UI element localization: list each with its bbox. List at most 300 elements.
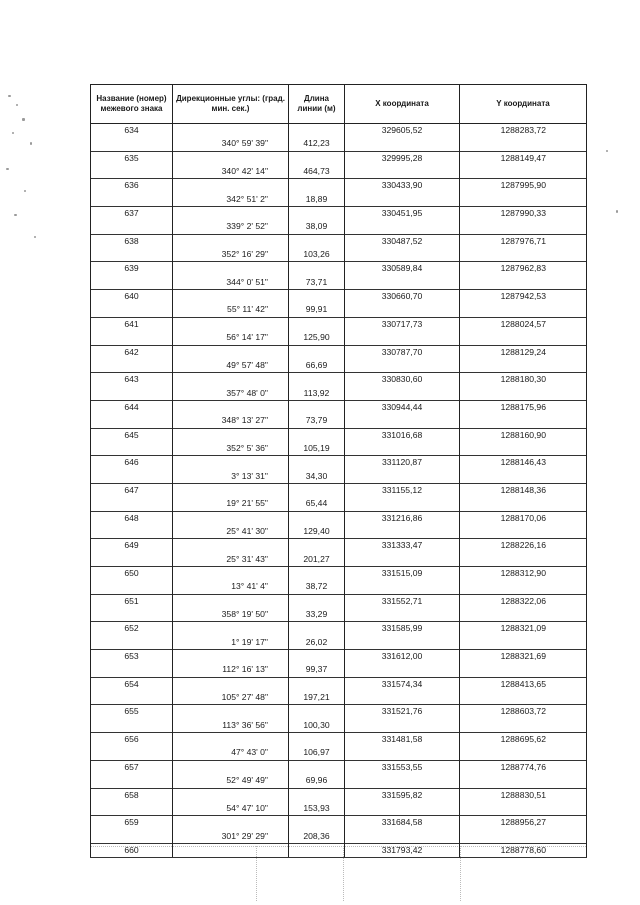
empty-cell xyxy=(289,317,345,331)
empty-cell xyxy=(345,553,460,567)
empty-cell xyxy=(91,691,173,705)
scan-speck xyxy=(14,214,17,216)
table-row xyxy=(91,303,587,317)
line-length: 197,21 xyxy=(289,691,345,705)
x-coordinate: 330944,44 xyxy=(345,400,460,414)
direction-angle: 47° 43' 0" xyxy=(173,746,289,760)
empty-cell xyxy=(460,608,587,622)
empty-cell xyxy=(289,345,345,359)
x-coordinate: 330717,73 xyxy=(345,317,460,331)
empty-cell xyxy=(173,373,289,387)
table-row xyxy=(91,248,587,262)
table-row xyxy=(91,262,587,276)
empty-cell xyxy=(460,497,587,511)
table-row xyxy=(91,539,587,553)
empty-cell xyxy=(289,539,345,553)
line-length: 26,02 xyxy=(289,636,345,650)
empty-cell xyxy=(173,483,289,497)
x-coordinate: 331521,76 xyxy=(345,705,460,719)
empty-cell xyxy=(173,400,289,414)
table-row xyxy=(91,802,587,816)
table-row xyxy=(91,843,587,857)
empty-cell xyxy=(345,497,460,511)
empty-cell xyxy=(289,594,345,608)
point-name: 656 xyxy=(91,733,173,747)
direction-angle: 340° 59' 39" xyxy=(173,137,289,151)
empty-cell xyxy=(289,816,345,830)
y-coordinate: 1288321,09 xyxy=(460,622,587,636)
empty-cell xyxy=(345,663,460,677)
table-row xyxy=(91,456,587,470)
empty-cell xyxy=(460,553,587,567)
direction-angle: 342° 51' 2" xyxy=(173,193,289,207)
empty-cell xyxy=(345,193,460,207)
line-length: 65,44 xyxy=(289,497,345,511)
point-name: 640 xyxy=(91,290,173,304)
empty-cell xyxy=(173,207,289,221)
empty-cell xyxy=(173,788,289,802)
x-coordinate: 331120,87 xyxy=(345,456,460,470)
x-coordinate: 330660,70 xyxy=(345,290,460,304)
empty-cell xyxy=(460,691,587,705)
line-length: 38,09 xyxy=(289,220,345,234)
point-name: 634 xyxy=(91,124,173,138)
y-coordinate: 1288160,90 xyxy=(460,428,587,442)
empty-cell xyxy=(91,220,173,234)
scan-speck xyxy=(606,150,608,152)
empty-cell xyxy=(91,193,173,207)
empty-cell xyxy=(460,802,587,816)
y-coordinate: 1287976,71 xyxy=(460,234,587,248)
point-name: 643 xyxy=(91,373,173,387)
table-row xyxy=(91,636,587,650)
point-name: 635 xyxy=(91,151,173,165)
scan-speck xyxy=(24,190,26,192)
table-header-row xyxy=(91,85,587,124)
line-length: 103,26 xyxy=(289,248,345,262)
empty-cell xyxy=(173,622,289,636)
scan-speck xyxy=(22,118,25,121)
empty-cell xyxy=(173,816,289,830)
line-length: 33,29 xyxy=(289,608,345,622)
direction-angle: 25° 31' 43" xyxy=(173,553,289,567)
y-coordinate: 1288322,06 xyxy=(460,594,587,608)
empty-cell xyxy=(173,317,289,331)
point-name: 651 xyxy=(91,594,173,608)
point-name: 639 xyxy=(91,262,173,276)
empty-cell xyxy=(173,179,289,193)
y-coordinate: 1288956,27 xyxy=(460,816,587,830)
table-row xyxy=(91,124,587,138)
empty-cell xyxy=(173,511,289,525)
line-length: 153,93 xyxy=(289,802,345,816)
empty-cell xyxy=(91,663,173,677)
empty-cell xyxy=(460,276,587,290)
empty-cell xyxy=(289,400,345,414)
empty-cell xyxy=(173,345,289,359)
y-coordinate: 1288321,69 xyxy=(460,650,587,664)
line-length: 464,73 xyxy=(289,165,345,179)
empty-cell xyxy=(460,165,587,179)
empty-cell xyxy=(173,539,289,553)
header-direction-angle: Дирекционные углы: (град. мин. сек.) xyxy=(173,85,289,124)
empty-cell xyxy=(91,303,173,317)
empty-cell xyxy=(91,276,173,290)
empty-cell xyxy=(345,636,460,650)
empty-cell xyxy=(173,594,289,608)
y-coordinate: 1288778,60 xyxy=(460,843,587,857)
direction-angle: 49° 57' 48" xyxy=(173,359,289,373)
table-row xyxy=(91,317,587,331)
line-length: 201,27 xyxy=(289,553,345,567)
scan-speck xyxy=(30,142,32,145)
table-row xyxy=(91,276,587,290)
empty-cell xyxy=(345,525,460,539)
point-name: 650 xyxy=(91,567,173,581)
header-x-coordinate: X координата xyxy=(345,85,460,124)
line-length: 66,69 xyxy=(289,359,345,373)
table-row xyxy=(91,594,587,608)
empty-cell xyxy=(173,705,289,719)
empty-cell xyxy=(345,414,460,428)
point-name: 658 xyxy=(91,788,173,802)
empty-cell xyxy=(345,719,460,733)
empty-cell xyxy=(91,525,173,539)
y-coordinate: 1288149,47 xyxy=(460,151,587,165)
empty-cell xyxy=(345,580,460,594)
direction-angle: 52° 49' 49" xyxy=(173,774,289,788)
table-row xyxy=(91,387,587,401)
empty-cell xyxy=(289,760,345,774)
table-row xyxy=(91,691,587,705)
empty-cell xyxy=(345,470,460,484)
table-row xyxy=(91,470,587,484)
table-row xyxy=(91,207,587,221)
y-coordinate: 1288146,43 xyxy=(460,456,587,470)
empty-cell xyxy=(289,650,345,664)
coordinates-table xyxy=(90,84,587,858)
empty-cell xyxy=(460,719,587,733)
y-coordinate: 1287990,33 xyxy=(460,207,587,221)
y-coordinate: 1288695,62 xyxy=(460,733,587,747)
x-coordinate: 331684,58 xyxy=(345,816,460,830)
empty-cell xyxy=(91,359,173,373)
line-length: 208,36 xyxy=(289,830,345,844)
scan-speck xyxy=(16,104,18,106)
point-name: 642 xyxy=(91,345,173,359)
direction-angle: 112° 16' 13" xyxy=(173,663,289,677)
table-row xyxy=(91,677,587,691)
direction-angle: 54° 47' 10" xyxy=(173,802,289,816)
x-coordinate: 330787,70 xyxy=(345,345,460,359)
empty-cell xyxy=(173,151,289,165)
line-length: 99,37 xyxy=(289,663,345,677)
point-name: 654 xyxy=(91,677,173,691)
y-coordinate: 1288170,06 xyxy=(460,511,587,525)
scan-speck xyxy=(8,95,11,97)
coordinates-sheet xyxy=(90,84,586,858)
empty-cell xyxy=(289,677,345,691)
empty-cell xyxy=(91,497,173,511)
y-coordinate: 1288312,90 xyxy=(460,567,587,581)
table-row xyxy=(91,746,587,760)
empty-cell xyxy=(289,428,345,442)
direction-angle: 19° 21' 55" xyxy=(173,497,289,511)
x-coordinate: 331155,12 xyxy=(345,483,460,497)
line-length: 38,72 xyxy=(289,580,345,594)
empty-cell xyxy=(460,636,587,650)
scan-speck xyxy=(12,132,14,134)
empty-cell xyxy=(173,843,289,857)
empty-cell xyxy=(289,483,345,497)
empty-cell xyxy=(289,373,345,387)
direction-angle: 25° 41' 30" xyxy=(173,525,289,539)
empty-cell xyxy=(289,179,345,193)
direction-angle: 358° 19' 50" xyxy=(173,608,289,622)
y-coordinate: 1288180,30 xyxy=(460,373,587,387)
line-length: 412,23 xyxy=(289,137,345,151)
empty-cell xyxy=(91,774,173,788)
table-row xyxy=(91,830,587,844)
direction-angle: 301° 29' 29" xyxy=(173,830,289,844)
y-coordinate: 1288413,65 xyxy=(460,677,587,691)
line-length: 73,79 xyxy=(289,414,345,428)
x-coordinate: 330433,90 xyxy=(345,179,460,193)
empty-cell xyxy=(289,234,345,248)
y-coordinate: 1288283,72 xyxy=(460,124,587,138)
y-coordinate: 1288024,57 xyxy=(460,317,587,331)
empty-cell xyxy=(289,511,345,525)
header-y-coordinate: Y координата xyxy=(460,85,587,124)
line-length: 129,40 xyxy=(289,525,345,539)
point-name: 655 xyxy=(91,705,173,719)
table-row xyxy=(91,345,587,359)
point-name: 647 xyxy=(91,483,173,497)
empty-cell xyxy=(173,677,289,691)
x-coordinate: 331585,99 xyxy=(345,622,460,636)
y-coordinate: 1288774,76 xyxy=(460,760,587,774)
empty-cell xyxy=(91,746,173,760)
header-point-name: Название (номер) межевого знака xyxy=(91,85,173,124)
y-coordinate: 1287962,83 xyxy=(460,262,587,276)
empty-cell xyxy=(289,456,345,470)
point-name: 637 xyxy=(91,207,173,221)
empty-cell xyxy=(460,220,587,234)
line-length: 125,90 xyxy=(289,331,345,345)
x-coordinate: 330830,60 xyxy=(345,373,460,387)
empty-cell xyxy=(460,387,587,401)
empty-cell xyxy=(289,705,345,719)
y-coordinate: 1287942,53 xyxy=(460,290,587,304)
direction-angle: 56° 14' 17" xyxy=(173,331,289,345)
empty-cell xyxy=(460,248,587,262)
y-coordinate: 1288830,51 xyxy=(460,788,587,802)
x-coordinate: 330589,84 xyxy=(345,262,460,276)
table-row xyxy=(91,193,587,207)
direction-angle: 13° 41' 4" xyxy=(173,580,289,594)
empty-cell xyxy=(460,303,587,317)
empty-cell xyxy=(173,760,289,774)
empty-cell xyxy=(91,248,173,262)
point-name: 636 xyxy=(91,179,173,193)
point-name: 641 xyxy=(91,317,173,331)
empty-cell xyxy=(289,733,345,747)
table-row xyxy=(91,137,587,151)
empty-cell xyxy=(345,220,460,234)
table-row xyxy=(91,442,587,456)
table-row xyxy=(91,705,587,719)
y-coordinate: 1288175,96 xyxy=(460,400,587,414)
point-name: 660 xyxy=(91,843,173,857)
point-name: 649 xyxy=(91,539,173,553)
table-row xyxy=(91,733,587,747)
x-coordinate: 330451,95 xyxy=(345,207,460,221)
empty-cell xyxy=(173,124,289,138)
empty-cell xyxy=(460,663,587,677)
empty-cell xyxy=(289,124,345,138)
line-length: 105,19 xyxy=(289,442,345,456)
empty-cell xyxy=(173,428,289,442)
empty-cell xyxy=(173,262,289,276)
direction-angle: 3° 13' 31" xyxy=(173,470,289,484)
empty-cell xyxy=(460,470,587,484)
empty-cell xyxy=(173,650,289,664)
table-row xyxy=(91,816,587,830)
empty-cell xyxy=(289,843,345,857)
empty-cell xyxy=(345,276,460,290)
line-length: 113,92 xyxy=(289,387,345,401)
empty-cell xyxy=(345,248,460,262)
table-row xyxy=(91,622,587,636)
empty-cell xyxy=(345,774,460,788)
empty-cell xyxy=(460,746,587,760)
x-coordinate: 331333,47 xyxy=(345,539,460,553)
y-coordinate: 1288603,72 xyxy=(460,705,587,719)
empty-cell xyxy=(91,137,173,151)
point-name: 648 xyxy=(91,511,173,525)
line-length: 18,89 xyxy=(289,193,345,207)
y-coordinate: 1287995,90 xyxy=(460,179,587,193)
empty-cell xyxy=(460,580,587,594)
empty-cell xyxy=(345,303,460,317)
direction-angle: 339° 2' 52" xyxy=(173,220,289,234)
empty-cell xyxy=(91,636,173,650)
empty-cell xyxy=(345,442,460,456)
y-coordinate: 1288148,36 xyxy=(460,483,587,497)
table-row xyxy=(91,428,587,442)
empty-cell xyxy=(345,746,460,760)
empty-cell xyxy=(460,830,587,844)
empty-cell xyxy=(173,567,289,581)
empty-cell xyxy=(289,262,345,276)
empty-cell xyxy=(91,830,173,844)
empty-cell xyxy=(289,788,345,802)
header-line-length: Длина линии (м) xyxy=(289,85,345,124)
empty-cell xyxy=(345,802,460,816)
table-row xyxy=(91,663,587,677)
table-row xyxy=(91,151,587,165)
x-coordinate: 331481,58 xyxy=(345,733,460,747)
direction-angle: 352° 16' 29" xyxy=(173,248,289,262)
empty-cell xyxy=(460,525,587,539)
empty-cell xyxy=(345,137,460,151)
y-coordinate: 1288226,16 xyxy=(460,539,587,553)
empty-cell xyxy=(460,137,587,151)
table-row xyxy=(91,290,587,304)
empty-cell xyxy=(173,290,289,304)
empty-cell xyxy=(345,165,460,179)
scan-speck xyxy=(616,210,618,213)
table-row xyxy=(91,483,587,497)
x-coordinate: 329605,52 xyxy=(345,124,460,138)
table-row xyxy=(91,580,587,594)
empty-cell xyxy=(91,553,173,567)
empty-cell xyxy=(460,774,587,788)
x-coordinate: 331612,00 xyxy=(345,650,460,664)
x-coordinate: 330487,52 xyxy=(345,234,460,248)
empty-cell xyxy=(173,456,289,470)
line-length: 34,30 xyxy=(289,470,345,484)
empty-cell xyxy=(91,331,173,345)
direction-angle: 55° 11' 42" xyxy=(173,303,289,317)
y-coordinate: 1288129,24 xyxy=(460,345,587,359)
point-name: 652 xyxy=(91,622,173,636)
empty-cell xyxy=(289,567,345,581)
x-coordinate: 331793,42 xyxy=(345,843,460,857)
empty-cell xyxy=(91,802,173,816)
empty-cell xyxy=(173,733,289,747)
empty-cell xyxy=(460,359,587,373)
point-name: 653 xyxy=(91,650,173,664)
x-coordinate: 329995,28 xyxy=(345,151,460,165)
empty-cell xyxy=(289,290,345,304)
table-row xyxy=(91,359,587,373)
line-length: 73,71 xyxy=(289,276,345,290)
empty-cell xyxy=(345,387,460,401)
empty-cell xyxy=(460,193,587,207)
empty-cell xyxy=(345,830,460,844)
empty-cell xyxy=(289,151,345,165)
table-row xyxy=(91,719,587,733)
empty-cell xyxy=(91,387,173,401)
direction-angle: 105° 27' 48" xyxy=(173,691,289,705)
empty-cell xyxy=(91,165,173,179)
empty-cell xyxy=(460,442,587,456)
table-row xyxy=(91,234,587,248)
table-row xyxy=(91,760,587,774)
line-length: 106,97 xyxy=(289,746,345,760)
empty-cell xyxy=(460,414,587,428)
table-row xyxy=(91,525,587,539)
empty-cell xyxy=(289,207,345,221)
direction-angle: 348° 13' 27" xyxy=(173,414,289,428)
line-length: 100,30 xyxy=(289,719,345,733)
empty-cell xyxy=(91,470,173,484)
table-row xyxy=(91,788,587,802)
table-row xyxy=(91,165,587,179)
direction-angle: 344° 0' 51" xyxy=(173,276,289,290)
empty-cell xyxy=(91,719,173,733)
table-row xyxy=(91,650,587,664)
point-name: 646 xyxy=(91,456,173,470)
direction-angle: 113° 36' 56" xyxy=(173,719,289,733)
empty-cell xyxy=(345,608,460,622)
table-row xyxy=(91,497,587,511)
empty-cell xyxy=(345,331,460,345)
point-name: 657 xyxy=(91,760,173,774)
empty-cell xyxy=(91,414,173,428)
x-coordinate: 331595,82 xyxy=(345,788,460,802)
